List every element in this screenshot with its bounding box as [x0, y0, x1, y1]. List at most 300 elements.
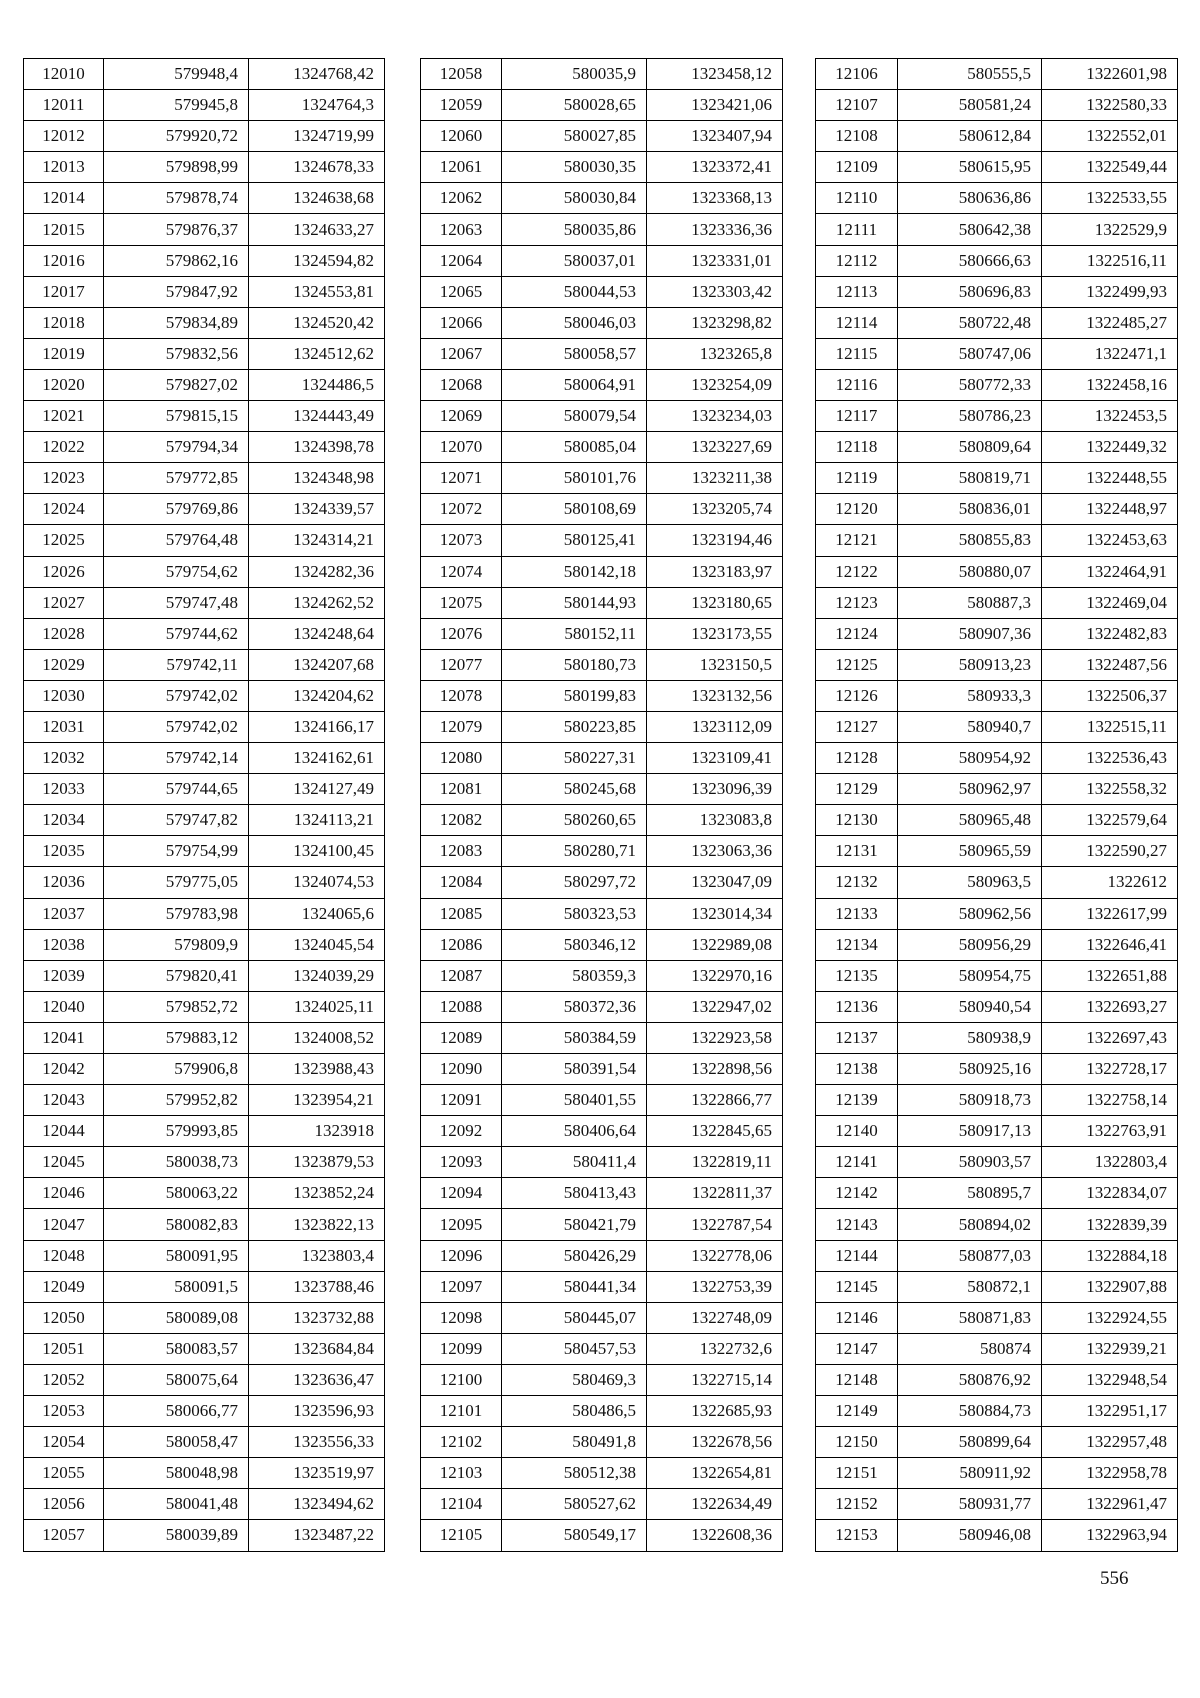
point-number-cell: 12075: [421, 587, 502, 618]
y-coordinate-cell: 1322819,11: [647, 1147, 783, 1178]
y-coordinate-cell: 1322989,08: [647, 929, 783, 960]
x-coordinate-cell: 580954,75: [898, 960, 1042, 991]
x-coordinate-cell: 579744,62: [104, 618, 249, 649]
x-coordinate-cell: 579783,98: [104, 898, 249, 929]
table-row: [816, 245, 1178, 276]
point-number-cell: 12119: [816, 463, 898, 494]
y-coordinate-cell: 1322651,88: [1042, 960, 1178, 991]
x-coordinate-cell: 580512,38: [502, 1458, 647, 1489]
y-coordinate-cell: 1322464,91: [1042, 556, 1178, 587]
y-coordinate-cell: 1323234,03: [647, 401, 783, 432]
y-coordinate-cell: 1322453,5: [1042, 401, 1178, 432]
point-number-cell: 12078: [421, 680, 502, 711]
x-coordinate-cell: 580108,69: [502, 494, 647, 525]
x-coordinate-cell: 579754,99: [104, 836, 249, 867]
table-row: [24, 587, 385, 618]
point-number-cell: 12146: [816, 1302, 898, 1333]
table-row: [421, 276, 783, 307]
table-row: [816, 1054, 1178, 1085]
table-row: [816, 59, 1178, 90]
x-coordinate-cell: 580280,71: [502, 836, 647, 867]
y-coordinate-cell: 1323303,42: [647, 276, 783, 307]
y-coordinate-cell: 1322753,39: [647, 1271, 783, 1302]
y-coordinate-cell: 1322529,9: [1042, 214, 1178, 245]
point-number-cell: 12043: [24, 1085, 104, 1116]
y-coordinate-cell: 1324207,68: [249, 649, 385, 680]
table-row: [24, 369, 385, 400]
x-coordinate-cell: 580917,13: [898, 1116, 1042, 1147]
point-number-cell: 12047: [24, 1209, 104, 1240]
y-coordinate-cell: 1324039,29: [249, 960, 385, 991]
x-coordinate-cell: 580938,9: [898, 1022, 1042, 1053]
y-coordinate-cell: 1323879,53: [249, 1147, 385, 1178]
y-coordinate-cell: 1322732,6: [647, 1333, 783, 1364]
x-coordinate-cell: 580486,5: [502, 1396, 647, 1427]
table-row: [816, 1333, 1178, 1364]
x-coordinate-cell: 580911,92: [898, 1458, 1042, 1489]
point-number-cell: 12105: [421, 1520, 502, 1551]
y-coordinate-cell: 1324282,36: [249, 556, 385, 587]
x-coordinate-cell: 580747,06: [898, 338, 1042, 369]
y-coordinate-cell: 1322803,4: [1042, 1147, 1178, 1178]
point-number-cell: 12012: [24, 121, 104, 152]
point-number-cell: 12127: [816, 711, 898, 742]
table-row: [816, 1116, 1178, 1147]
point-number-cell: 12028: [24, 618, 104, 649]
point-number-cell: 12099: [421, 1333, 502, 1364]
y-coordinate-cell: 1323494,62: [249, 1489, 385, 1520]
point-number-cell: 12106: [816, 59, 898, 90]
page-number: 556: [1100, 1568, 1129, 1589]
point-number-cell: 12054: [24, 1427, 104, 1458]
table-row: [24, 1396, 385, 1427]
point-number-cell: 12096: [421, 1240, 502, 1271]
table-row: [421, 680, 783, 711]
point-number-cell: 12017: [24, 276, 104, 307]
y-coordinate-cell: 1324520,42: [249, 307, 385, 338]
point-number-cell: 12117: [816, 401, 898, 432]
table-row: [24, 1240, 385, 1271]
table-row: [816, 338, 1178, 369]
x-coordinate-cell: 580933,3: [898, 680, 1042, 711]
point-number-cell: 12056: [24, 1489, 104, 1520]
y-coordinate-cell: 1323112,09: [647, 711, 783, 742]
point-number-cell: 12044: [24, 1116, 104, 1147]
y-coordinate-cell: 1323988,43: [249, 1054, 385, 1085]
y-coordinate-cell: 1323211,38: [647, 463, 783, 494]
point-number-cell: 12052: [24, 1364, 104, 1395]
x-coordinate-cell: 580152,11: [502, 618, 647, 649]
point-number-cell: 12011: [24, 90, 104, 121]
y-coordinate-cell: 1323014,34: [647, 898, 783, 929]
table-row: [24, 1085, 385, 1116]
y-coordinate-cell: 1323194,46: [647, 525, 783, 556]
table-row: [24, 525, 385, 556]
point-number-cell: 12033: [24, 774, 104, 805]
point-number-cell: 12101: [421, 1396, 502, 1427]
x-coordinate-cell: 580372,36: [502, 991, 647, 1022]
y-coordinate-cell: 1323180,65: [647, 587, 783, 618]
y-coordinate-cell: 1323331,01: [647, 245, 783, 276]
table-row: [816, 214, 1178, 245]
point-number-cell: 12140: [816, 1116, 898, 1147]
point-number-cell: 12079: [421, 711, 502, 742]
table-row: [816, 649, 1178, 680]
table-row: [816, 929, 1178, 960]
coordinate-table-3: [815, 58, 1178, 1552]
table-row: [421, 1209, 783, 1240]
coordinate-table-1: [23, 58, 385, 1552]
y-coordinate-cell: 1322939,21: [1042, 1333, 1178, 1364]
y-coordinate-cell: 1322923,58: [647, 1022, 783, 1053]
y-coordinate-cell: 1323063,36: [647, 836, 783, 867]
point-number-cell: 12089: [421, 1022, 502, 1053]
x-coordinate-cell: 580082,83: [104, 1209, 249, 1240]
x-coordinate-cell: 580925,16: [898, 1054, 1042, 1085]
x-coordinate-cell: 579920,72: [104, 121, 249, 152]
y-coordinate-cell: 1324162,61: [249, 743, 385, 774]
y-coordinate-cell: 1323636,47: [249, 1364, 385, 1395]
point-number-cell: 12040: [24, 991, 104, 1022]
x-coordinate-cell: 579906,8: [104, 1054, 249, 1085]
x-coordinate-cell: 580962,56: [898, 898, 1042, 929]
table-row: [24, 90, 385, 121]
x-coordinate-cell: 580046,03: [502, 307, 647, 338]
y-coordinate-cell: 1324486,5: [249, 369, 385, 400]
x-coordinate-cell: 580085,04: [502, 432, 647, 463]
point-number-cell: 12125: [816, 649, 898, 680]
x-coordinate-cell: 580142,18: [502, 556, 647, 587]
table-row: [816, 401, 1178, 432]
point-number-cell: 12122: [816, 556, 898, 587]
point-number-cell: 12063: [421, 214, 502, 245]
point-number-cell: 12080: [421, 743, 502, 774]
y-coordinate-cell: 1322728,17: [1042, 1054, 1178, 1085]
x-coordinate-cell: 580391,54: [502, 1054, 647, 1085]
x-coordinate-cell: 580044,53: [502, 276, 647, 307]
y-coordinate-cell: 1322458,16: [1042, 369, 1178, 400]
y-coordinate-cell: 1322898,56: [647, 1054, 783, 1085]
point-number-cell: 12057: [24, 1520, 104, 1551]
table-row: [24, 432, 385, 463]
x-coordinate-cell: 580636,86: [898, 183, 1042, 214]
table-row: [24, 401, 385, 432]
table-row: [421, 960, 783, 991]
y-coordinate-cell: 1322948,54: [1042, 1364, 1178, 1395]
x-coordinate-cell: 580323,53: [502, 898, 647, 929]
y-coordinate-cell: 1323954,21: [249, 1085, 385, 1116]
point-number-cell: 12126: [816, 680, 898, 711]
y-coordinate-cell: 1322845,65: [647, 1116, 783, 1147]
table-row: [816, 556, 1178, 587]
point-number-cell: 12145: [816, 1271, 898, 1302]
x-coordinate-cell: 580946,08: [898, 1520, 1042, 1551]
y-coordinate-cell: 1322963,94: [1042, 1520, 1178, 1551]
y-coordinate-cell: 1322608,36: [647, 1520, 783, 1551]
x-coordinate-cell: 580874: [898, 1333, 1042, 1364]
table-row: [24, 556, 385, 587]
point-number-cell: 12072: [421, 494, 502, 525]
x-coordinate-cell: 579742,02: [104, 711, 249, 742]
y-coordinate-cell: 1323684,84: [249, 1333, 385, 1364]
y-coordinate-cell: 1323822,13: [249, 1209, 385, 1240]
table-row: [816, 774, 1178, 805]
y-coordinate-cell: 1323487,22: [249, 1520, 385, 1551]
table-row: [24, 494, 385, 525]
y-coordinate-cell: 1323083,8: [647, 805, 783, 836]
y-coordinate-cell: 1324768,42: [249, 59, 385, 90]
point-number-cell: 12024: [24, 494, 104, 525]
x-coordinate-cell: 580819,71: [898, 463, 1042, 494]
table-row: [816, 1209, 1178, 1240]
y-coordinate-cell: 1322907,88: [1042, 1271, 1178, 1302]
x-coordinate-cell: 580359,3: [502, 960, 647, 991]
table-row: [24, 680, 385, 711]
point-number-cell: 12066: [421, 307, 502, 338]
table-row: [24, 743, 385, 774]
x-coordinate-cell: 580066,77: [104, 1396, 249, 1427]
point-number-cell: 12132: [816, 867, 898, 898]
y-coordinate-cell: 1322970,16: [647, 960, 783, 991]
table-row: [816, 1147, 1178, 1178]
table-row: [421, 121, 783, 152]
x-coordinate-cell: 580903,57: [898, 1147, 1042, 1178]
point-number-cell: 12114: [816, 307, 898, 338]
point-number-cell: 12032: [24, 743, 104, 774]
y-coordinate-cell: 1322499,93: [1042, 276, 1178, 307]
point-number-cell: 12102: [421, 1427, 502, 1458]
y-coordinate-cell: 1322951,17: [1042, 1396, 1178, 1427]
table-row: [421, 867, 783, 898]
point-number-cell: 12020: [24, 369, 104, 400]
x-coordinate-cell: 580899,64: [898, 1427, 1042, 1458]
x-coordinate-cell: 580871,83: [898, 1302, 1042, 1333]
point-number-cell: 12123: [816, 587, 898, 618]
table-row: [816, 463, 1178, 494]
x-coordinate-cell: 580125,41: [502, 525, 647, 556]
y-coordinate-cell: 1323205,74: [647, 494, 783, 525]
point-number-cell: 12116: [816, 369, 898, 400]
x-coordinate-cell: 579775,05: [104, 867, 249, 898]
table-row: [816, 680, 1178, 711]
table-row: [421, 1147, 783, 1178]
point-number-cell: 12143: [816, 1209, 898, 1240]
x-coordinate-cell: 580772,33: [898, 369, 1042, 400]
point-number-cell: 12124: [816, 618, 898, 649]
table-row: [421, 1271, 783, 1302]
table-row: [421, 1333, 783, 1364]
x-coordinate-cell: 579847,92: [104, 276, 249, 307]
point-number-cell: 12093: [421, 1147, 502, 1178]
table-row: [816, 152, 1178, 183]
x-coordinate-cell: 580963,5: [898, 867, 1042, 898]
x-coordinate-cell: 579742,02: [104, 680, 249, 711]
x-coordinate-cell: 580940,54: [898, 991, 1042, 1022]
x-coordinate-cell: 579772,85: [104, 463, 249, 494]
x-coordinate-cell: 580079,54: [502, 401, 647, 432]
y-coordinate-cell: 1322601,98: [1042, 59, 1178, 90]
point-number-cell: 12027: [24, 587, 104, 618]
y-coordinate-cell: 1324638,68: [249, 183, 385, 214]
table-row: [24, 836, 385, 867]
y-coordinate-cell: 1323788,46: [249, 1271, 385, 1302]
table-row: [816, 1520, 1178, 1551]
point-number-cell: 12035: [24, 836, 104, 867]
y-coordinate-cell: 1322834,07: [1042, 1178, 1178, 1209]
table-row: [421, 1396, 783, 1427]
x-coordinate-cell: 580058,47: [104, 1427, 249, 1458]
point-number-cell: 12134: [816, 929, 898, 960]
x-coordinate-cell: 580913,23: [898, 649, 1042, 680]
x-coordinate-cell: 580918,73: [898, 1085, 1042, 1116]
table-row: [421, 711, 783, 742]
y-coordinate-cell: 1322654,81: [647, 1458, 783, 1489]
point-number-cell: 12135: [816, 960, 898, 991]
point-number-cell: 12021: [24, 401, 104, 432]
table-row: [816, 805, 1178, 836]
table-row: [816, 1022, 1178, 1053]
x-coordinate-cell: 580940,7: [898, 711, 1042, 742]
point-number-cell: 12144: [816, 1240, 898, 1271]
table-row: [24, 929, 385, 960]
y-coordinate-cell: 1323421,06: [647, 90, 783, 121]
y-coordinate-cell: 1323852,24: [249, 1178, 385, 1209]
x-coordinate-cell: 579794,34: [104, 432, 249, 463]
point-number-cell: 12018: [24, 307, 104, 338]
table-row: [421, 898, 783, 929]
table-row: [816, 743, 1178, 774]
point-number-cell: 12147: [816, 1333, 898, 1364]
y-coordinate-cell: 1323265,8: [647, 338, 783, 369]
point-number-cell: 12081: [421, 774, 502, 805]
x-coordinate-cell: 580421,79: [502, 1209, 647, 1240]
x-coordinate-cell: 580401,55: [502, 1085, 647, 1116]
y-coordinate-cell: 1322748,09: [647, 1302, 783, 1333]
x-coordinate-cell: 580809,64: [898, 432, 1042, 463]
point-number-cell: 12133: [816, 898, 898, 929]
table-row: [421, 1240, 783, 1271]
point-number-cell: 12074: [421, 556, 502, 587]
table-row: [816, 369, 1178, 400]
point-number-cell: 12095: [421, 1209, 502, 1240]
table-row: [24, 1458, 385, 1489]
point-number-cell: 12023: [24, 463, 104, 494]
point-number-cell: 12112: [816, 245, 898, 276]
point-number-cell: 12071: [421, 463, 502, 494]
table-row: [421, 1489, 783, 1520]
x-coordinate-cell: 580028,65: [502, 90, 647, 121]
x-coordinate-cell: 580786,23: [898, 401, 1042, 432]
y-coordinate-cell: 1322612: [1042, 867, 1178, 898]
table-row: [816, 276, 1178, 307]
table-row: [24, 1333, 385, 1364]
table-row: [421, 432, 783, 463]
table-row: [421, 1520, 783, 1551]
x-coordinate-cell: 579747,48: [104, 587, 249, 618]
table-row: [816, 494, 1178, 525]
y-coordinate-cell: 1322448,55: [1042, 463, 1178, 494]
y-coordinate-cell: 1322453,63: [1042, 525, 1178, 556]
y-coordinate-cell: 1324633,27: [249, 214, 385, 245]
y-coordinate-cell: 1324553,81: [249, 276, 385, 307]
x-coordinate-cell: 579993,85: [104, 1116, 249, 1147]
point-number-cell: 12082: [421, 805, 502, 836]
x-coordinate-cell: 580965,59: [898, 836, 1042, 867]
point-number-cell: 12109: [816, 152, 898, 183]
y-coordinate-cell: 1322715,14: [647, 1364, 783, 1395]
point-number-cell: 12118: [816, 432, 898, 463]
point-number-cell: 12053: [24, 1396, 104, 1427]
point-number-cell: 12149: [816, 1396, 898, 1427]
point-number-cell: 12060: [421, 121, 502, 152]
point-number-cell: 12041: [24, 1022, 104, 1053]
table-row: [421, 1302, 783, 1333]
x-coordinate-cell: 579747,82: [104, 805, 249, 836]
point-number-cell: 12091: [421, 1085, 502, 1116]
point-number-cell: 12046: [24, 1178, 104, 1209]
y-coordinate-cell: 1323227,69: [647, 432, 783, 463]
x-coordinate-cell: 580075,64: [104, 1364, 249, 1395]
x-coordinate-cell: 580260,65: [502, 805, 647, 836]
table-row: [421, 494, 783, 525]
x-coordinate-cell: 580037,01: [502, 245, 647, 276]
table-row: [24, 649, 385, 680]
x-coordinate-cell: 580227,31: [502, 743, 647, 774]
table-row: [816, 1396, 1178, 1427]
x-coordinate-cell: 580441,34: [502, 1271, 647, 1302]
table-row: [421, 1085, 783, 1116]
y-coordinate-cell: 1322884,18: [1042, 1240, 1178, 1271]
x-coordinate-cell: 580965,48: [898, 805, 1042, 836]
y-coordinate-cell: 1324339,57: [249, 494, 385, 525]
y-coordinate-cell: 1322471,1: [1042, 338, 1178, 369]
point-number-cell: 12036: [24, 867, 104, 898]
point-number-cell: 12100: [421, 1364, 502, 1395]
x-coordinate-cell: 580954,92: [898, 743, 1042, 774]
table-row: [24, 1271, 385, 1302]
point-number-cell: 12029: [24, 649, 104, 680]
table-row: [24, 991, 385, 1022]
y-coordinate-cell: 1323918: [249, 1116, 385, 1147]
y-coordinate-cell: 1323254,09: [647, 369, 783, 400]
point-number-cell: 12042: [24, 1054, 104, 1085]
x-coordinate-cell: 579948,4: [104, 59, 249, 90]
y-coordinate-cell: 1323556,33: [249, 1427, 385, 1458]
point-number-cell: 12077: [421, 649, 502, 680]
table-row: [24, 1147, 385, 1178]
point-number-cell: 12148: [816, 1364, 898, 1395]
y-coordinate-cell: 1323109,41: [647, 743, 783, 774]
point-number-cell: 12128: [816, 743, 898, 774]
table-row: [24, 183, 385, 214]
table-row: [421, 245, 783, 276]
y-coordinate-cell: 1322778,06: [647, 1240, 783, 1271]
table-row: [421, 338, 783, 369]
x-coordinate-cell: 579820,41: [104, 960, 249, 991]
y-coordinate-cell: 1322811,37: [647, 1178, 783, 1209]
coordinate-table-2: [420, 58, 783, 1552]
table-row: [816, 525, 1178, 556]
table-row: [816, 960, 1178, 991]
x-coordinate-cell: 580956,29: [898, 929, 1042, 960]
y-coordinate-cell: 1324113,21: [249, 805, 385, 836]
y-coordinate-cell: 1322617,99: [1042, 898, 1178, 929]
y-coordinate-cell: 1324398,78: [249, 432, 385, 463]
point-number-cell: 12051: [24, 1333, 104, 1364]
point-number-cell: 12068: [421, 369, 502, 400]
point-number-cell: 12131: [816, 836, 898, 867]
x-coordinate-cell: 579832,56: [104, 338, 249, 369]
